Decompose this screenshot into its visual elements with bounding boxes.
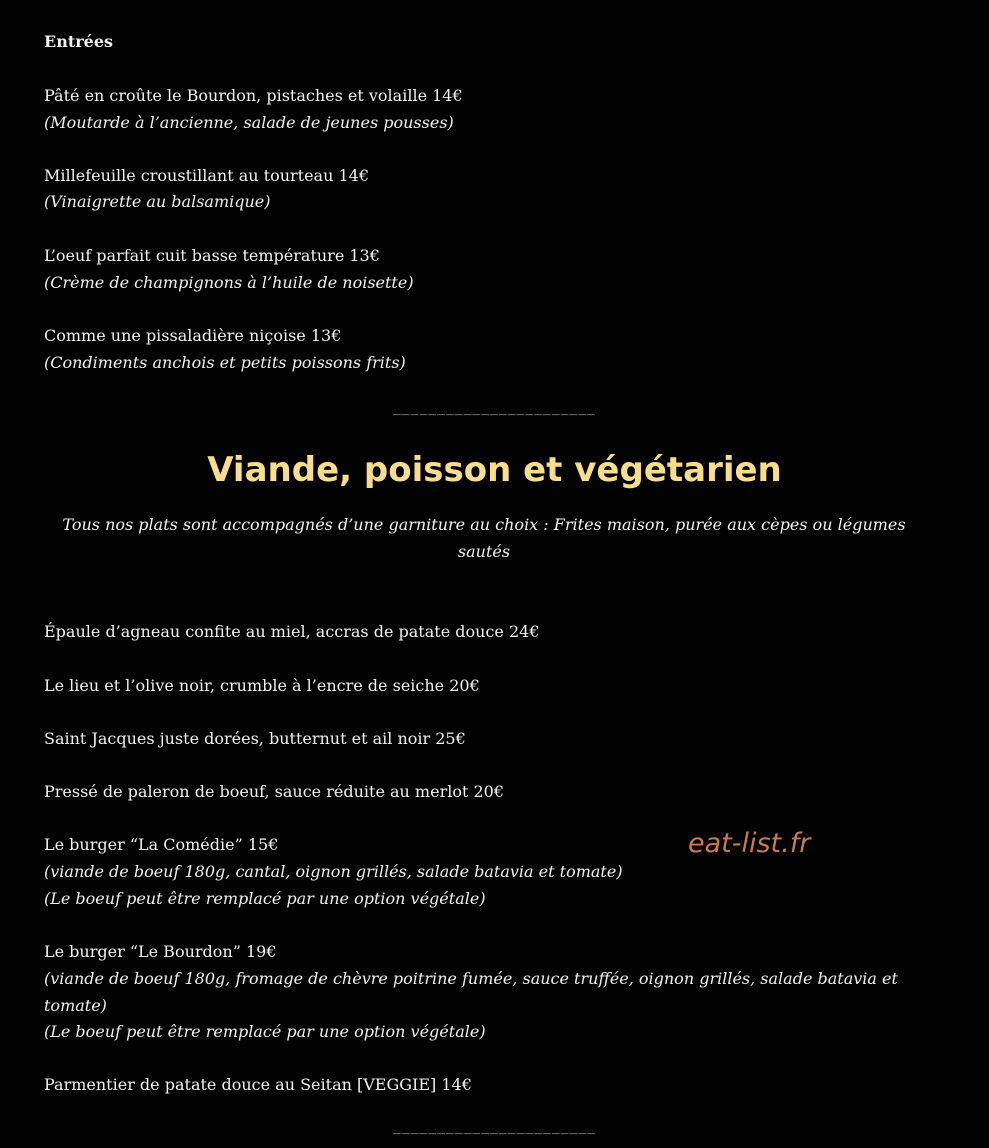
menu-item-name: Le lieu et l’olive noir, crumble à l’encre de seiche 20€ bbox=[44, 676, 480, 695]
section-separator: _______________________ bbox=[392, 1120, 596, 1135]
menu-item-description: (Crème de champignons à l’huile de noisette) bbox=[44, 273, 414, 292]
menu-item-name: Le burger “La Comédie” 15€ bbox=[44, 835, 279, 854]
menu-item-description: (Condiments anchois et petits poissons frits) bbox=[44, 353, 406, 372]
section-title-entrees: Entrées bbox=[44, 32, 114, 51]
section-title-main-dishes: Viande, poisson et végétarien bbox=[207, 450, 782, 490]
garnish-note: Tous nos plats sont accompagnés d’une garniture au choix : Frites maison, purée aux cèpes ou légumes bbox=[62, 515, 906, 534]
menu-item-description: (viande de boeuf 180g, fromage de chèvre poitrine fumée, sauce truffée, oignon grillés, salade batavia et bbox=[44, 969, 898, 988]
menu-item-name: Millefeuille croustillant au tourteau 14€ bbox=[44, 166, 370, 185]
menu-item-name: Saint Jacques juste dorées, butternut et ail noir 25€ bbox=[44, 729, 466, 748]
menu-item-description-continued: tomate) bbox=[44, 996, 107, 1015]
menu-item-description: (Moutarde à l’ancienne, salade de jeunes pousses) bbox=[44, 113, 454, 132]
menu-item-name: Pressé de paleron de boeuf, sauce réduite au merlot 20€ bbox=[44, 782, 505, 801]
menu-item-description: (Vinaigrette au balsamique) bbox=[44, 192, 271, 211]
watermark: eat-list.fr bbox=[688, 828, 811, 859]
menu-item-name: Épaule d’agneau confite au miel, accras de patate douce 24€ bbox=[44, 622, 540, 641]
menu-item-description: (Le boeuf peut être remplacé par une option végétale) bbox=[44, 1022, 486, 1041]
section-separator: _______________________ bbox=[392, 401, 596, 416]
menu-item-description: (viande de boeuf 180g, cantal, oignon grillés, salade batavia et tomate) bbox=[44, 862, 623, 881]
menu-item-name: Le burger “Le Bourdon” 19€ bbox=[44, 942, 277, 961]
menu-item-description: (Le boeuf peut être remplacé par une option végétale) bbox=[44, 889, 486, 908]
menu-item-name: Comme une pissaladière niçoise 13€ bbox=[44, 326, 342, 345]
garnish-note-continued: sautés bbox=[457, 542, 511, 561]
menu-item-name: Pâté en croûte le Bourdon, pistaches et volaille 14€ bbox=[44, 86, 463, 105]
menu-item-name: L’oeuf parfait cuit basse température 13€ bbox=[44, 246, 380, 265]
menu-item-name: Parmentier de patate douce au Seitan [VEGGIE] 14€ bbox=[44, 1075, 472, 1094]
